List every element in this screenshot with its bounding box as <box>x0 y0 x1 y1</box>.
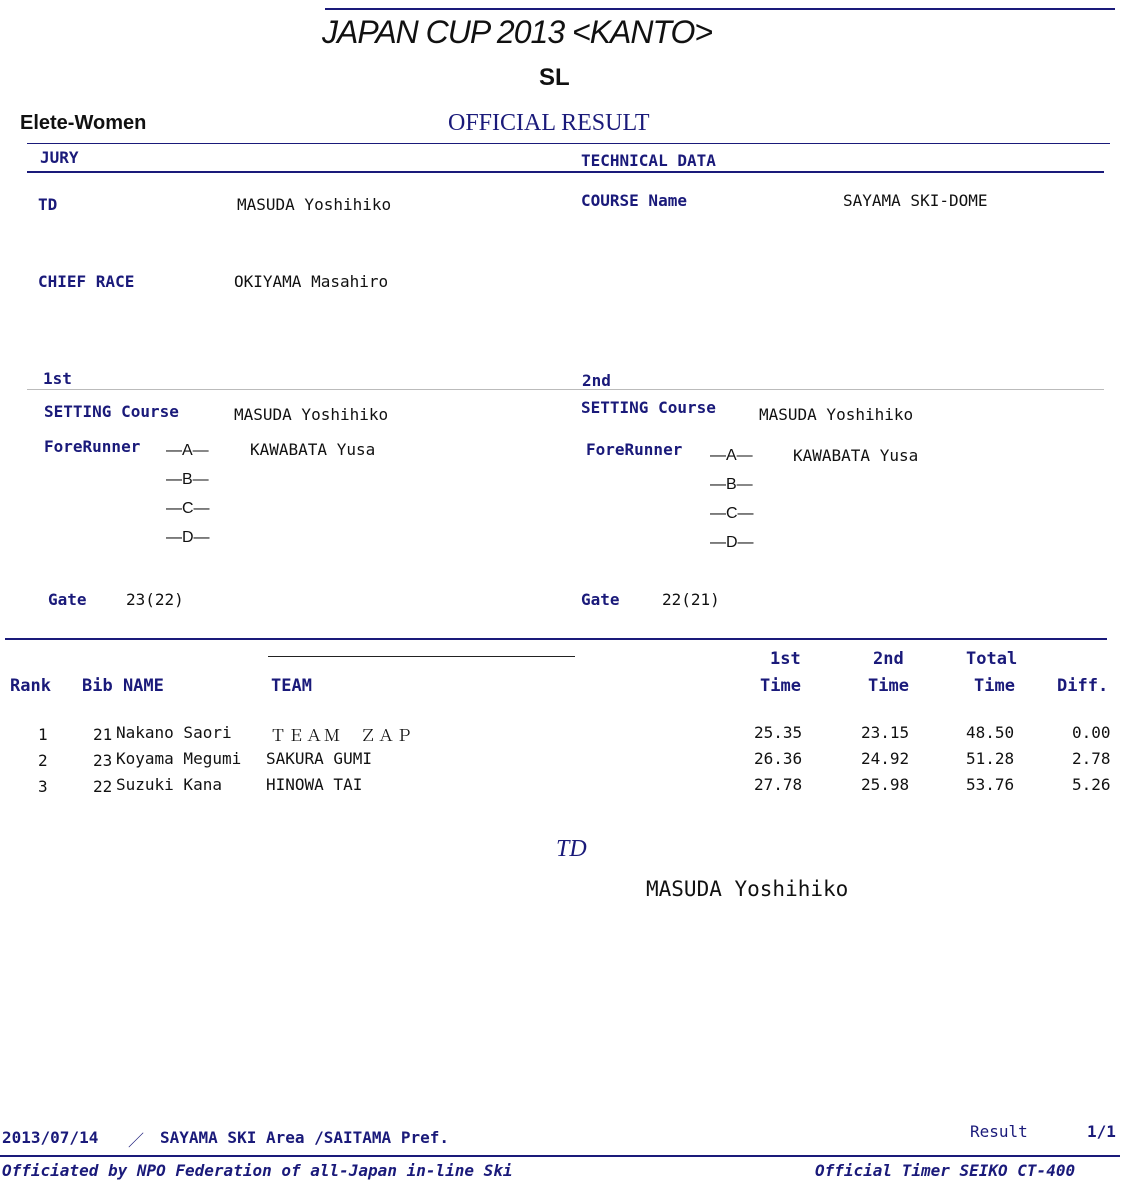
run2-forerunner-slot-a: —A— <box>710 447 753 464</box>
header-total-top: Total <box>966 649 1018 669</box>
row3-run2: 25.98 <box>861 775 910 794</box>
run1-forerunner-label: ForeRunner <box>44 437 141 456</box>
header-run2-bottom: Time <box>868 676 909 696</box>
technical-heading: TECHNICAL DATA <box>581 151 716 170</box>
chief-race-name: OKIYAMA Masahiro <box>234 272 389 291</box>
doc-title: OFFICIAL RESULT <box>448 110 650 136</box>
header-run1-bottom: Time <box>760 676 801 696</box>
footer-date: 2013/07/14 <box>2 1128 99 1147</box>
run1-forerunner-slot-a: —A— <box>166 442 209 459</box>
jury-heading: JURY <box>40 148 79 167</box>
footer-venue: SAYAMA SKI Area /SAITAMA Pref. <box>160 1128 449 1147</box>
jury-bottom-rule <box>27 171 1104 173</box>
row3-bib: 22 <box>93 777 113 796</box>
row3-team: HINOWA TAI <box>266 775 363 794</box>
category: Elete-Women <box>20 112 147 134</box>
td-name: MASUDA Yoshihiko <box>237 195 392 214</box>
td-label: TD <box>38 195 58 214</box>
row2-team: SAKURA GUMI <box>266 749 372 768</box>
row2-total: 51.28 <box>966 749 1015 768</box>
run1-forerunner-slot-b: —B— <box>166 471 209 488</box>
run2-gate-label: Gate <box>581 590 620 609</box>
row3-rank: 3 <box>38 777 48 796</box>
footer-separator: ／ <box>128 1131 145 1150</box>
run2-setting-label: SETTING Course <box>581 398 716 417</box>
footer-rule <box>0 1155 1120 1157</box>
footer-page: 1/1 <box>1087 1122 1116 1141</box>
footer-timer: Official Timer SEIKO CT-400 <box>815 1161 1076 1180</box>
row3-name: Suzuki Kana <box>116 775 222 794</box>
run1-label: 1st <box>43 369 72 388</box>
run1-forerunner-slot-d: —D— <box>166 529 210 546</box>
row3-total: 53.76 <box>966 775 1015 794</box>
row1-diff: 0.00 <box>1072 723 1111 742</box>
run2-setting-name: MASUDA Yoshihiko <box>759 405 914 424</box>
top-rule <box>325 8 1115 10</box>
row2-name: Koyama Megumi <box>116 749 242 768</box>
run2-gate-value: 22(21) <box>662 590 720 609</box>
event-title: JAPAN CUP 2013 <KANTO> <box>322 14 713 50</box>
run1-gate-value: 23(22) <box>126 590 184 609</box>
row3-run1: 27.78 <box>754 775 803 794</box>
run1-forerunner-slot-c: —C— <box>166 500 210 517</box>
header-team: TEAM <box>271 676 312 696</box>
header-run1-top: 1st <box>770 649 801 669</box>
header-run2-top: 2nd <box>873 649 904 669</box>
run2-forerunner-slot-d: —D— <box>710 534 754 551</box>
row1-team: ＴＥＡＭ ＺＡＰ <box>270 728 415 745</box>
run1-forerunner-name-a: KAWABATA Yusa <box>250 440 376 459</box>
run2-forerunner-slot-b: —B— <box>710 476 753 493</box>
row1-run2: 23.15 <box>861 723 910 742</box>
footer-result-label: Result <box>970 1122 1028 1141</box>
table-top-rule <box>5 638 1107 640</box>
header-bib-name: Bib NAME <box>82 676 164 696</box>
run2-forerunner-label: ForeRunner <box>586 440 683 459</box>
row3-diff: 5.26 <box>1072 775 1111 794</box>
footer-federation: Officiated by NPO Federation of all-Japan in-line Ski <box>2 1161 513 1180</box>
run2-label: 2nd <box>582 371 611 390</box>
run1-setting-label: SETTING Course <box>44 402 179 421</box>
row2-diff: 2.78 <box>1072 749 1111 768</box>
discipline: SL <box>539 64 570 91</box>
run1-gate-label: Gate <box>48 590 87 609</box>
row1-bib: 21 <box>93 725 113 744</box>
row1-rank: 1 <box>38 725 48 744</box>
header-total-bottom: Time <box>974 676 1015 696</box>
row1-run1: 25.35 <box>754 723 803 742</box>
run2-forerunner-slot-c: —C— <box>710 505 754 522</box>
team-header-rule <box>268 656 575 657</box>
row2-rank: 2 <box>38 751 48 770</box>
signature-label: TD <box>556 836 587 862</box>
header-rank: Rank <box>10 676 51 696</box>
row2-run2: 24.92 <box>861 749 910 768</box>
run2-forerunner-name-a: KAWABATA Yusa <box>793 446 919 465</box>
header-diff: Diff. <box>1057 676 1109 696</box>
course-name-label: COURSE Name <box>581 191 687 210</box>
row2-bib: 23 <box>93 751 113 770</box>
row1-name: Nakano Saori <box>116 723 232 742</box>
jury-top-rule <box>27 143 1110 144</box>
run1-setting-name: MASUDA Yoshihiko <box>234 405 389 424</box>
signature-name: MASUDA Yoshihiko <box>646 877 849 901</box>
run-divider <box>27 389 1104 390</box>
row2-run1: 26.36 <box>754 749 803 768</box>
course-name-value: SAYAMA SKI-DOME <box>843 191 988 210</box>
chief-race-label: CHIEF RACE <box>38 272 135 291</box>
row1-total: 48.50 <box>966 723 1015 742</box>
